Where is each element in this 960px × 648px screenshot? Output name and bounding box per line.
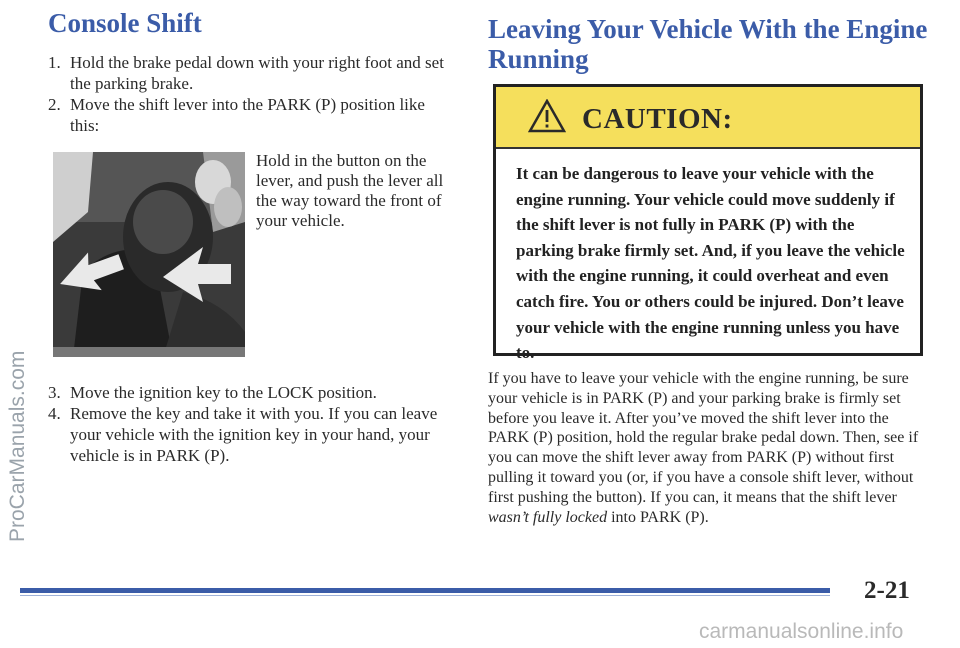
list-item (48, 52, 458, 94)
caution-label: CAUTION: (582, 103, 733, 135)
steps-list-a (48, 52, 458, 136)
photo-caption: Hold in the button on the lever, and push the lever all the way toward the front of your vehicle. (256, 151, 444, 230)
footer-rule-thin (20, 595, 830, 596)
step-text: Remove the key and take it with you. If you can leave your vehicle with the ignition key in your hand, your vehicle is in PARK (P). (70, 404, 438, 465)
caution-box (493, 84, 923, 363)
list-item (48, 94, 458, 136)
page-number: 2-21 (864, 577, 910, 604)
paragraph-emphasis: wasn’t fully locked (488, 508, 608, 526)
list-item (48, 382, 458, 403)
shift-lever-photo (53, 152, 245, 357)
bottom-watermark: carmanualsonline.info (699, 620, 904, 643)
list-item (48, 403, 458, 466)
step-text: Move the ignition key to the LOCK position. (70, 383, 377, 402)
step-text: Move the shift lever into the PARK (P) position like this: (70, 95, 425, 135)
side-watermark: ProCarManuals.com (6, 350, 29, 542)
step-number: 3. (48, 383, 61, 402)
warning-triangle-icon (528, 99, 566, 138)
section-title-leaving-vehicle: Leaving Your Vehicle With the Engine Running (488, 14, 928, 74)
body-paragraph (488, 369, 928, 527)
paragraph-text-end: into PARK (P). (607, 508, 709, 526)
paragraph-text: If you have to leave your vehicle with the engine running, be sure your vehicle is in PARK (P) and your parking brake is firmly set before you leave it. After you’ve moved the shift lever into the PARK (P) position, hold the regular brake pedal down. Then, see if you can move the shift lever away from PARK (P) without first pulling it toward you (or, if you have a console shift lever, without first pushing the button). If you can, it means that the shift lever (488, 370, 919, 506)
step-number: 1. (48, 53, 61, 72)
footer-rule (20, 588, 830, 593)
caution-text: It can be dangerous to leave your vehicle with the engine running. Your vehicle could move suddenly if the shift lever is not fully in PARK (P) with the parking brake firmly set. And, if you leave the vehicle with the engine running, it could overheat and even catch fire. You or others could be injured. Don’t leave your vehicle with the engine running unless you have to. (516, 164, 905, 363)
step-number: 4. (48, 404, 61, 423)
section-title-console-shift: Console Shift (48, 8, 202, 38)
shift-lever-illustration (53, 152, 245, 357)
step-text: Hold the brake pedal down with your right foot and set the parking brake. (70, 53, 444, 93)
caution-header (496, 87, 920, 149)
step-number: 2. (48, 95, 61, 114)
steps-list-b (48, 382, 458, 466)
